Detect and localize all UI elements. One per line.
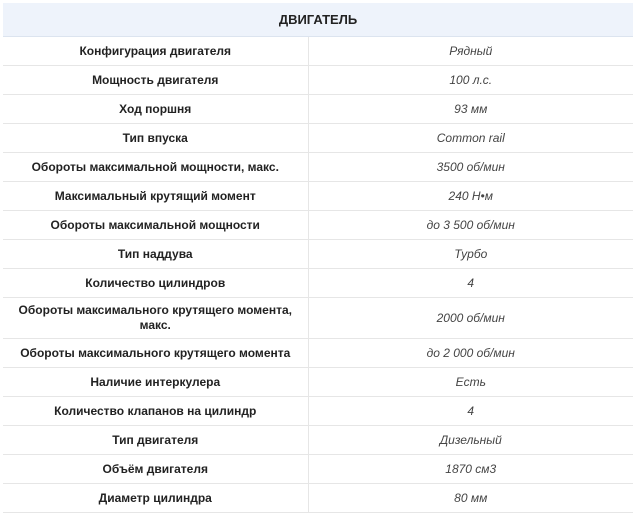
table-row [3,339,633,368]
table-row [3,426,633,455]
table-row [3,269,633,298]
row-label: Обороты максимального крутящего момента [3,339,308,368]
row-value: 1870 см3 [308,455,633,484]
row-label: Наличие интеркулера [3,368,308,397]
table-row [3,95,633,124]
row-label: Тип двигателя [3,426,308,455]
row-label: Ход поршня [3,95,308,124]
row-label: Обороты максимального крутящего момента, макс. [3,298,308,339]
row-value: Common rail [308,124,633,153]
engine-spec-table [3,3,633,513]
row-label: Тип впуска [3,124,308,153]
table-row [3,124,633,153]
row-value: 3500 об/мин [308,153,633,182]
table-row [3,153,633,182]
table-row [3,397,633,426]
row-value: 240 Н•м [308,182,633,211]
table-row [3,484,633,513]
table-header-row [3,3,633,37]
row-label: Обороты максимальной мощности [3,211,308,240]
row-value: Рядный [308,37,633,66]
row-label: Обороты максимальной мощности, макс. [3,153,308,182]
row-value: до 3 500 об/мин [308,211,633,240]
table-title: ДВИГАТЕЛЬ [3,3,633,37]
row-value: Турбо [308,240,633,269]
row-value: 2000 об/мин [308,298,633,339]
row-label: Максимальный крутящий момент [3,182,308,211]
row-label: Диаметр цилиндра [3,484,308,513]
row-label: Тип наддува [3,240,308,269]
table-row [3,455,633,484]
table-row [3,211,633,240]
table-row [3,368,633,397]
row-value: 4 [308,397,633,426]
row-label: Объём двигателя [3,455,308,484]
row-value: 100 л.с. [308,66,633,95]
row-label: Количество клапанов на цилиндр [3,397,308,426]
table-row [3,66,633,95]
row-value: 93 мм [308,95,633,124]
table-row [3,182,633,211]
table-row [3,298,633,339]
row-value: Дизельный [308,426,633,455]
row-label: Конфигурация двигателя [3,37,308,66]
row-value: 80 мм [308,484,633,513]
row-label: Мощность двигателя [3,66,308,95]
table-row [3,37,633,66]
row-value: до 2 000 об/мин [308,339,633,368]
row-value: 4 [308,269,633,298]
row-label: Количество цилиндров [3,269,308,298]
row-value: Есть [308,368,633,397]
table-row [3,240,633,269]
